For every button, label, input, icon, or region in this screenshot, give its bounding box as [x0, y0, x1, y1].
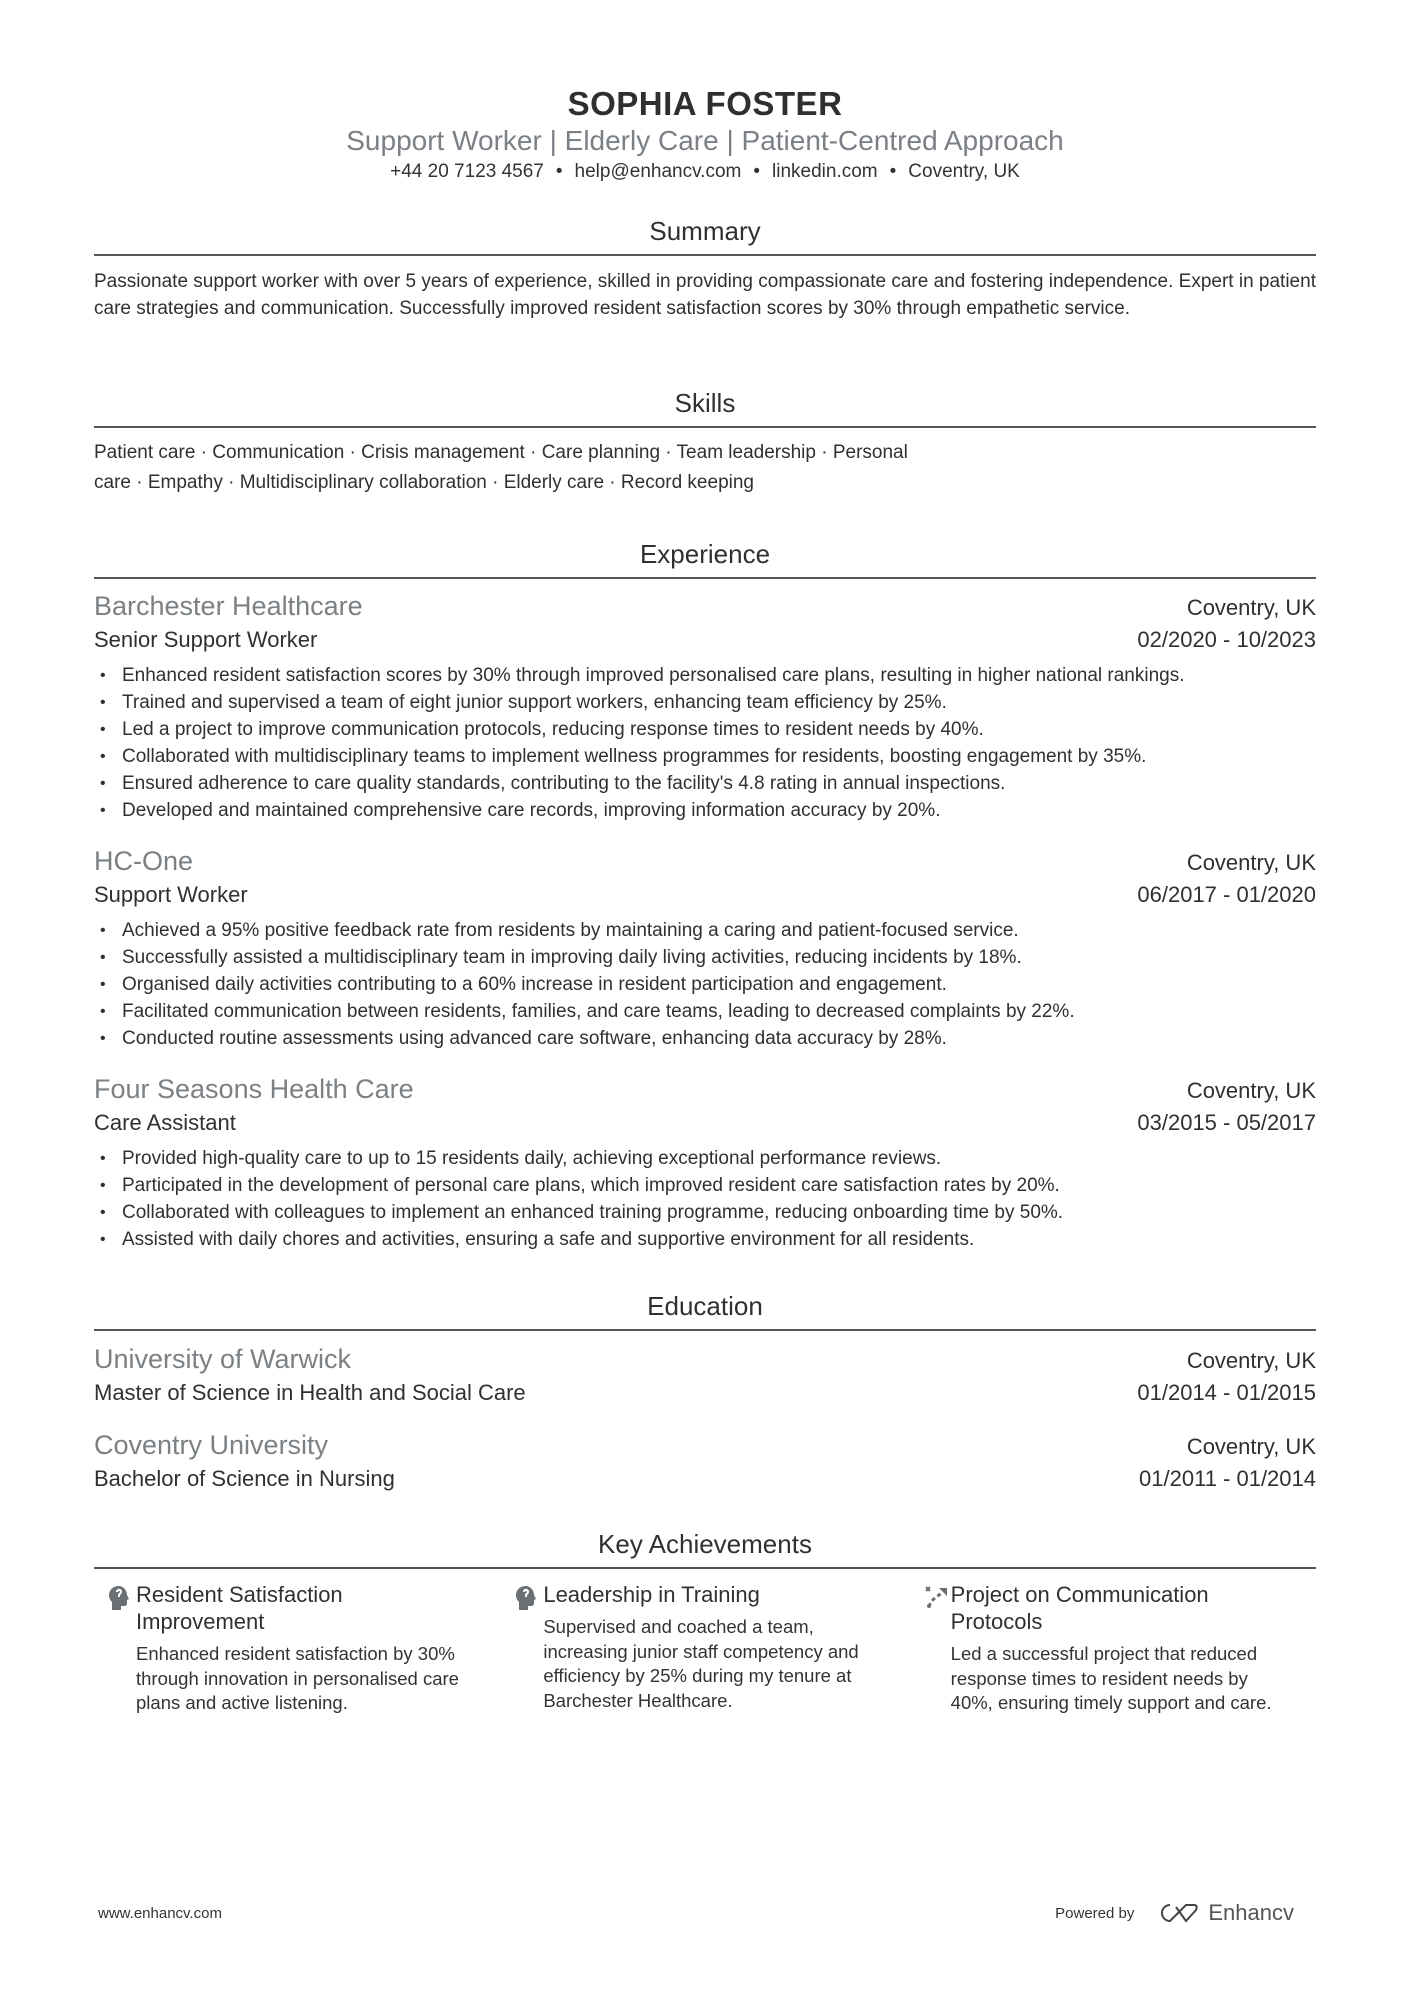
head-idea-icon	[501, 1581, 537, 1716]
entry-header	[94, 1342, 1316, 1378]
enhancv-logo[interactable]	[1156, 1900, 1294, 1926]
job-location: Coventry, UK	[1186, 850, 1316, 875]
experience-entry	[94, 1072, 1316, 1253]
bullet-list	[94, 1145, 1316, 1253]
candidate-name: SOPHIA FOSTER	[567, 85, 843, 122]
bullet-list	[94, 917, 1316, 1052]
section-heading: Skills	[94, 386, 1316, 428]
school-location: Coventry, UK	[1186, 1348, 1316, 1373]
education-dates: 01/2011 - 01/2014	[1139, 1466, 1316, 1491]
entry-subheader	[94, 1464, 1316, 1494]
email[interactable]: help@enhancv.com	[574, 161, 742, 182]
candidate-headline: Support Worker | Elderly Care | Patient-Centred Approach	[346, 125, 1064, 156]
section-heading: Experience	[94, 537, 1316, 579]
job-dates: 03/2015 - 05/2017	[1137, 1110, 1316, 1135]
achievement-title: Resident Satisfaction Improvement	[136, 1582, 343, 1634]
powered-by-label: Powered by	[1055, 1904, 1135, 1922]
job-location: Coventry, UK	[1186, 1078, 1316, 1103]
bullet-item: • Facilitated communication between residents, families, and care teams, leading to decreased complaints by 22%.	[94, 998, 1316, 1025]
bullet-item: • Collaborated with multidisciplinary teams to implement wellness programmes for residents, boosting engagement by 35%.	[94, 743, 1316, 770]
achievement-content	[951, 1581, 1281, 1716]
job-dates: 06/2017 - 01/2020	[1137, 882, 1316, 907]
linkedin[interactable]: linkedin.com	[772, 161, 878, 182]
bullet-item: • Successfully assisted a multidisciplinary team in improving daily living activities, reducing incidents by 18%.	[94, 944, 1316, 971]
bullet-item: • Conducted routine assessments using advanced care software, enhancing data accuracy by 28%.	[94, 1025, 1316, 1052]
achievement-content	[543, 1581, 873, 1716]
achievement-description: Led a successful project that reduced response times to resident needs by 40%, ensuring timely support and care.	[950, 1643, 1272, 1713]
education-section	[94, 1289, 1316, 1494]
skills-section	[94, 386, 1316, 498]
bullet-item: • Assisted with daily chores and activities, ensuring a safe and supportive environment for all residents.	[94, 1226, 1316, 1253]
footer-website[interactable]: www.enhancv.com	[98, 1904, 222, 1922]
school-name: University of Warwick	[94, 1344, 352, 1374]
skills-list: Patient care · Communication · Crisis management · Care planning · Team leadership · Personal care · Empathy · Multidisciplinary collaboration · Elderly care · Record keeping	[94, 442, 908, 493]
entry-subheader	[94, 880, 1316, 910]
summary-text: Passionate support worker with over 5 years of experience, skilled in providing compassionate care and fostering independence. Expert in patient care strategies and communication. Successfully improved resident satisfaction scores by 30% through empathetic service.	[94, 271, 1316, 319]
degree: Bachelor of Science in Nursing	[94, 1466, 395, 1491]
job-dates: 02/2020 - 10/2023	[1137, 627, 1316, 652]
entry-header	[94, 1072, 1316, 1108]
bullet-item: • Trained and supervised a team of eight junior support workers, enhancing team efficiency by 25%.	[94, 689, 1316, 716]
location: Coventry, UK	[908, 161, 1020, 182]
enhancv-logo-icon	[1156, 1901, 1200, 1925]
entry-subheader	[94, 1108, 1316, 1138]
achievement-item	[501, 1581, 908, 1716]
bullet-item: • Ensured adherence to care quality standards, contributing to the facility's 4.8 rating in annual inspections.	[94, 770, 1316, 797]
experience-entry	[94, 844, 1316, 1052]
resume-header	[94, 84, 1316, 185]
separator: •	[889, 161, 897, 182]
bullet-item: • Collaborated with colleagues to implement an enhanced training programme, reducing onboarding time by 50%.	[94, 1199, 1316, 1226]
entry-header	[94, 1428, 1316, 1464]
job-location: Coventry, UK	[1186, 595, 1316, 620]
achievement-item	[909, 1581, 1316, 1716]
bullet-item: • Developed and maintained comprehensive care records, improving information accuracy by 20%.	[94, 797, 1316, 824]
education-entry	[94, 1342, 1316, 1408]
bullet-item: • Led a project to improve communication protocols, reducing response times to resident needs by 40%.	[94, 716, 1316, 743]
strategy-route-icon	[909, 1581, 945, 1716]
achievement-description: Enhanced resident satisfaction by 30% through innovation in personalised care plans and active listening.	[136, 1643, 459, 1713]
education-dates: 01/2014 - 01/2015	[1137, 1380, 1316, 1405]
bullet-item: • Enhanced resident satisfaction scores by 30% through improved personalised care plans, resulting in higher national rankings.	[94, 662, 1316, 689]
company-name: Four Seasons Health Care	[94, 1074, 414, 1104]
achievement-title: Leadership in Training	[543, 1582, 760, 1607]
achievement-item	[94, 1581, 501, 1716]
bullet-list	[94, 662, 1316, 824]
bullet-item: • Achieved a 95% positive feedback rate from residents by maintaining a caring and patient-focused service.	[94, 917, 1316, 944]
job-title: Senior Support Worker	[94, 627, 318, 652]
achievements-section	[94, 1527, 1316, 1716]
degree: Master of Science in Health and Social Care	[94, 1380, 526, 1405]
job-title: Care Assistant	[94, 1110, 236, 1135]
school-location: Coventry, UK	[1186, 1434, 1316, 1459]
job-title: Support Worker	[94, 882, 248, 907]
bullet-item: • Participated in the development of personal care plans, which improved resident care satisfaction rates by 20%.	[94, 1172, 1316, 1199]
brand-name: Enhancv	[1208, 1900, 1294, 1925]
education-entry	[94, 1428, 1316, 1494]
contact-info	[94, 159, 1316, 185]
bullet-item: • Organised daily activities contributing to a 60% increase in resident participation and engagement.	[94, 971, 1316, 998]
separator: •	[753, 161, 761, 182]
company-name: HC-One	[94, 846, 194, 876]
head-idea-icon	[94, 1581, 130, 1716]
separator: •	[555, 161, 563, 182]
section-heading: Key Achievements	[94, 1527, 1316, 1569]
experience-section	[94, 537, 1316, 1253]
company-name: Barchester Healthcare	[94, 591, 363, 621]
experience-entry	[94, 589, 1316, 824]
achievement-description: Supervised and coached a team, increasing junior staff competency and efficiency by 25% during my tenure at Barchester Healthcare.	[543, 1616, 859, 1711]
entry-header	[94, 844, 1316, 880]
bullet-item: • Provided high-quality care to up to 15 residents daily, achieving exceptional performance reviews.	[94, 1145, 1316, 1172]
entry-header	[94, 589, 1316, 625]
entry-subheader	[94, 625, 1316, 655]
section-heading: Education	[94, 1289, 1316, 1331]
phone: +44 20 7123 4567	[390, 161, 544, 182]
section-heading: Summary	[94, 214, 1316, 256]
achievement-title: Project on Communication Protocols	[950, 1582, 1209, 1634]
achievement-content	[136, 1581, 466, 1716]
summary-section	[94, 214, 1316, 322]
footer	[94, 1900, 1316, 1926]
school-name: Coventry University	[94, 1430, 329, 1460]
entry-subheader	[94, 1378, 1316, 1408]
